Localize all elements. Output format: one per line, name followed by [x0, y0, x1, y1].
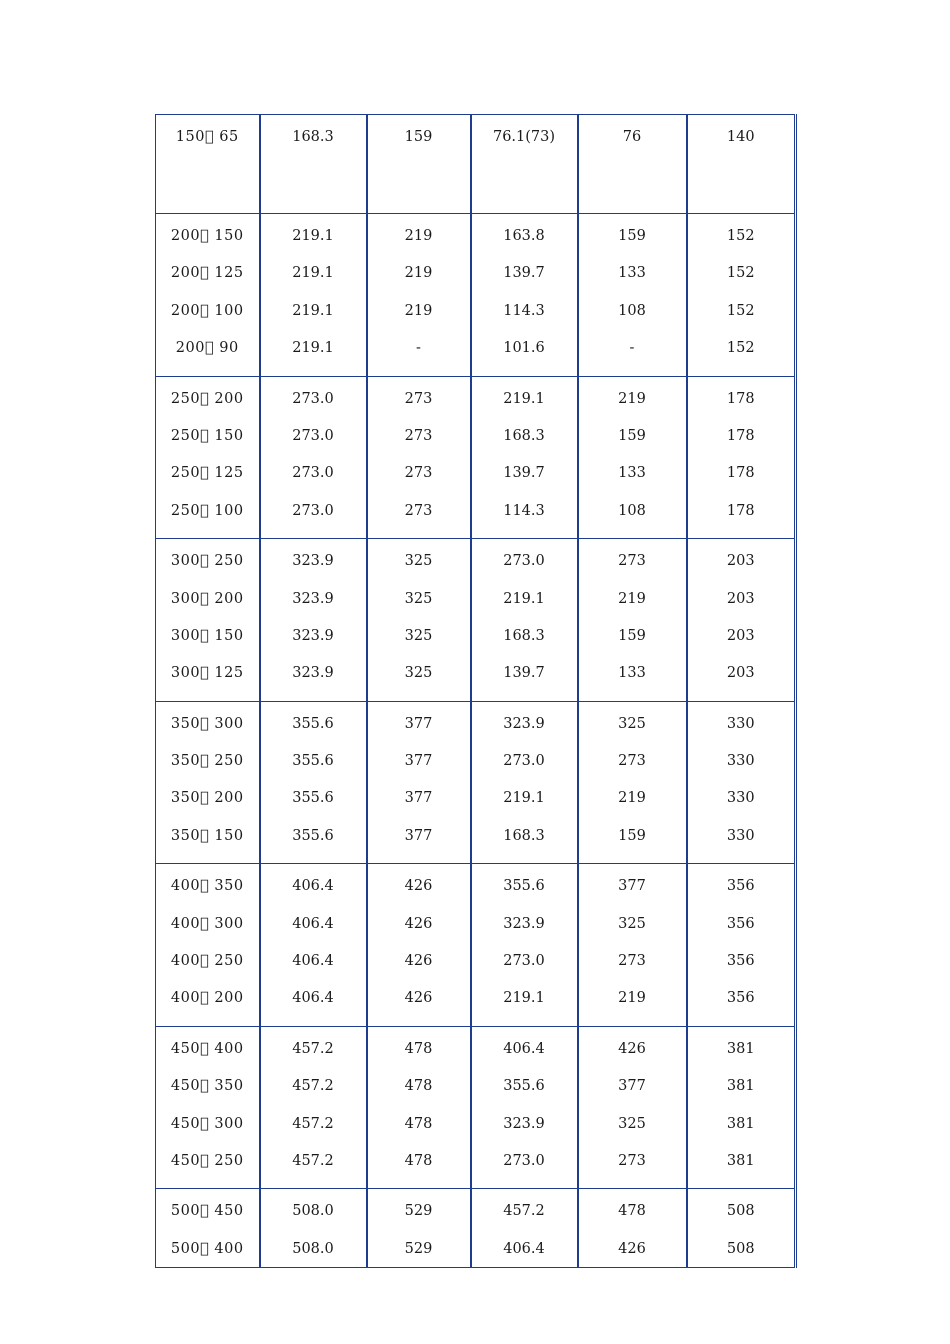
table-cell: 457.2: [260, 1151, 367, 1189]
table-cell: 219.1: [471, 376, 578, 426]
table-cell: 426: [367, 951, 471, 988]
table-cell: 168.3: [471, 426, 578, 463]
table-cell: 219: [367, 214, 471, 264]
nominal-size-cell: 300  250: [156, 539, 260, 589]
table-cell: 203: [687, 626, 796, 663]
table-cell: 273: [367, 426, 471, 463]
table-cell: 325: [367, 539, 471, 589]
table-cell: 219.1: [471, 788, 578, 825]
table-cell: 508.0: [260, 1239, 367, 1268]
table-cell: 377: [367, 751, 471, 788]
table-cell: 381: [687, 1026, 796, 1076]
table-cell: 219: [578, 788, 687, 825]
nominal-size-cell: 250  200: [156, 376, 260, 426]
nominal-size-cell: 300  150: [156, 626, 260, 663]
table-cell: 478: [367, 1076, 471, 1113]
nominal-size-cell: 350  150: [156, 826, 260, 864]
table-cell: -: [367, 338, 471, 376]
table-cell: 159: [578, 426, 687, 463]
table-cell: 457.2: [260, 1026, 367, 1076]
table-cell: 355.6: [260, 788, 367, 825]
nominal-size-cell: 200  90: [156, 338, 260, 376]
table-row: [156, 1026, 796, 1076]
nominal-size-cell: 250  150: [156, 426, 260, 463]
nominal-size-cell: 200  125: [156, 263, 260, 300]
table-cell: 159: [578, 826, 687, 864]
table-cell: 273.0: [471, 1151, 578, 1189]
table-cell: 178: [687, 376, 796, 426]
table-cell: 114.3: [471, 301, 578, 338]
table-row: [156, 1076, 796, 1113]
table-cell: 508: [687, 1239, 796, 1268]
table-cell: 325: [578, 914, 687, 951]
table-cell: 323.9: [260, 539, 367, 589]
nominal-size-cell: 150  65: [156, 115, 260, 214]
table-cell: 529: [367, 1189, 471, 1239]
table-cell: 323.9: [260, 589, 367, 626]
table-cell: 152: [687, 301, 796, 338]
table-cell: 323.9: [471, 1114, 578, 1151]
table-cell: 529: [367, 1239, 471, 1268]
table-row: [156, 1151, 796, 1189]
table-cell: 406.4: [260, 951, 367, 988]
table-cell: 356: [687, 914, 796, 951]
table-cell: 219.1: [260, 214, 367, 264]
table-cell: 219.1: [260, 263, 367, 300]
table-cell: 219.1: [260, 301, 367, 338]
nominal-size-cell: 450  300: [156, 1114, 260, 1151]
table-cell: 325: [367, 663, 471, 701]
table-row: [156, 826, 796, 864]
table-cell: 101.6: [471, 338, 578, 376]
table-row: [156, 501, 796, 539]
table-cell: 323.9: [260, 663, 367, 701]
table-cell: 139.7: [471, 663, 578, 701]
table-cell: -: [578, 338, 687, 376]
table-cell: 273: [367, 501, 471, 539]
table-cell: 219.1: [260, 338, 367, 376]
table-cell: 478: [578, 1189, 687, 1239]
nominal-size-cell: 350  200: [156, 788, 260, 825]
data-table: [155, 114, 797, 1268]
table-cell: 325: [367, 626, 471, 663]
table-cell: 406.4: [471, 1026, 578, 1076]
table-cell: 273.0: [471, 539, 578, 589]
table-cell: 273: [578, 1151, 687, 1189]
table-row: [156, 589, 796, 626]
table-cell: 381: [687, 1114, 796, 1151]
nominal-size-cell: 500  450: [156, 1189, 260, 1239]
table-cell: 114.3: [471, 501, 578, 539]
table-cell: 478: [367, 1026, 471, 1076]
nominal-size-cell: 400  350: [156, 864, 260, 914]
table-row: [156, 788, 796, 825]
table-row: [156, 426, 796, 463]
table-cell: 356: [687, 951, 796, 988]
table-cell: 457.2: [260, 1076, 367, 1113]
table-row: [156, 626, 796, 663]
nominal-size-cell: 450  400: [156, 1026, 260, 1076]
table-cell: 273: [578, 539, 687, 589]
table-cell: 178: [687, 463, 796, 500]
table-row: [156, 701, 796, 751]
table-cell: 273: [367, 376, 471, 426]
table-cell: 203: [687, 663, 796, 701]
nominal-size-cell: 450  350: [156, 1076, 260, 1113]
table-cell: 406.4: [260, 864, 367, 914]
table-cell: 108: [578, 501, 687, 539]
nominal-size-cell: 400  250: [156, 951, 260, 988]
table-cell: 273.0: [471, 751, 578, 788]
table-cell: 178: [687, 501, 796, 539]
table-cell: 325: [578, 701, 687, 751]
table-cell: 76: [578, 115, 687, 214]
table-cell: 219.1: [471, 988, 578, 1026]
nominal-size-cell: 250  125: [156, 463, 260, 500]
table-cell: 355.6: [471, 1076, 578, 1113]
table-cell: 478: [367, 1114, 471, 1151]
table-row: [156, 1239, 796, 1268]
table-cell: 381: [687, 1076, 796, 1113]
table-cell: 133: [578, 663, 687, 701]
table-row: [156, 663, 796, 701]
nominal-size-cell: 450  250: [156, 1151, 260, 1189]
table-cell: 219: [367, 301, 471, 338]
table-row: [156, 115, 796, 214]
table-cell: 203: [687, 539, 796, 589]
nominal-size-cell: 250  100: [156, 501, 260, 539]
table-row: [156, 1114, 796, 1151]
table-cell: 355.6: [471, 864, 578, 914]
table-cell: 426: [578, 1239, 687, 1268]
table-cell: 178: [687, 426, 796, 463]
nominal-size-cell: 300  125: [156, 663, 260, 701]
table-cell: 457.2: [260, 1114, 367, 1151]
table-cell: 330: [687, 788, 796, 825]
table-cell: 355.6: [260, 826, 367, 864]
table-cell: 356: [687, 864, 796, 914]
table-cell: 330: [687, 826, 796, 864]
table-cell: 377: [578, 864, 687, 914]
nominal-size-cell: 400  200: [156, 988, 260, 1026]
table-row: [156, 864, 796, 914]
table-row: [156, 951, 796, 988]
table-cell: 133: [578, 263, 687, 300]
nominal-size-cell: 350  300: [156, 701, 260, 751]
nominal-size-cell: 200  100: [156, 301, 260, 338]
table-cell: 325: [367, 589, 471, 626]
table-row: [156, 376, 796, 426]
table-cell: 133: [578, 463, 687, 500]
table-cell: 325: [578, 1114, 687, 1151]
table-cell: 219: [367, 263, 471, 300]
table-cell: 406.4: [471, 1239, 578, 1268]
table-cell: 108: [578, 301, 687, 338]
table-cell: 159: [578, 214, 687, 264]
table-row: [156, 301, 796, 338]
table-cell: 273.0: [471, 951, 578, 988]
table-row: [156, 751, 796, 788]
table-row: [156, 1189, 796, 1239]
nominal-size-cell: 400  300: [156, 914, 260, 951]
table-cell: 377: [367, 788, 471, 825]
table-cell: 377: [367, 701, 471, 751]
table-cell: 406.4: [260, 914, 367, 951]
nominal-size-cell: 350  250: [156, 751, 260, 788]
table-row: [156, 988, 796, 1026]
table-body: [156, 115, 796, 1268]
table-cell: 426: [367, 864, 471, 914]
table-cell: 219: [578, 589, 687, 626]
table-cell: 168.3: [471, 626, 578, 663]
table-cell: 377: [367, 826, 471, 864]
table-cell: 508: [687, 1189, 796, 1239]
table-cell: 152: [687, 214, 796, 264]
table-row: [156, 263, 796, 300]
table-cell: 219: [578, 988, 687, 1026]
table-cell: 457.2: [471, 1189, 578, 1239]
table-cell: 508.0: [260, 1189, 367, 1239]
table-cell: 203: [687, 589, 796, 626]
table-cell: 152: [687, 338, 796, 376]
table-cell: 139.7: [471, 463, 578, 500]
table-cell: 323.9: [471, 914, 578, 951]
table-row: [156, 539, 796, 589]
nominal-size-cell: 200  150: [156, 214, 260, 264]
table-cell: 273.0: [260, 463, 367, 500]
table-cell: 163.8: [471, 214, 578, 264]
table-cell: 355.6: [260, 701, 367, 751]
pipe-dimension-table: [155, 114, 795, 1268]
table-row: [156, 214, 796, 264]
table-cell: 426: [367, 914, 471, 951]
table-cell: 273: [367, 463, 471, 500]
nominal-size-cell: 300  200: [156, 589, 260, 626]
table-row: [156, 914, 796, 951]
table-cell: 273.0: [260, 376, 367, 426]
table-cell: 140: [687, 115, 796, 214]
table-cell: 159: [367, 115, 471, 214]
table-cell: 478: [367, 1151, 471, 1189]
table-cell: 139.7: [471, 263, 578, 300]
table-cell: 323.9: [471, 701, 578, 751]
table-cell: 377: [578, 1076, 687, 1113]
table-cell: 330: [687, 701, 796, 751]
table-cell: 219: [578, 376, 687, 426]
table-cell: 426: [367, 988, 471, 1026]
table-cell: 381: [687, 1151, 796, 1189]
table-cell: 273: [578, 751, 687, 788]
table-cell: 152: [687, 263, 796, 300]
table-cell: 273: [578, 951, 687, 988]
nominal-size-cell: 500  400: [156, 1239, 260, 1268]
table-cell: 273.0: [260, 501, 367, 539]
table-cell: 356: [687, 988, 796, 1026]
table-cell: 323.9: [260, 626, 367, 663]
table-cell: 219.1: [471, 589, 578, 626]
table-cell: 355.6: [260, 751, 367, 788]
table-cell: 406.4: [260, 988, 367, 1026]
table-cell: 168.3: [260, 115, 367, 214]
table-cell: 168.3: [471, 826, 578, 864]
table-cell: 76.1(73): [471, 115, 578, 214]
table-row: [156, 338, 796, 376]
table-cell: 273.0: [260, 426, 367, 463]
table-cell: 426: [578, 1026, 687, 1076]
table-row: [156, 463, 796, 500]
table-cell: 159: [578, 626, 687, 663]
table-cell: 330: [687, 751, 796, 788]
